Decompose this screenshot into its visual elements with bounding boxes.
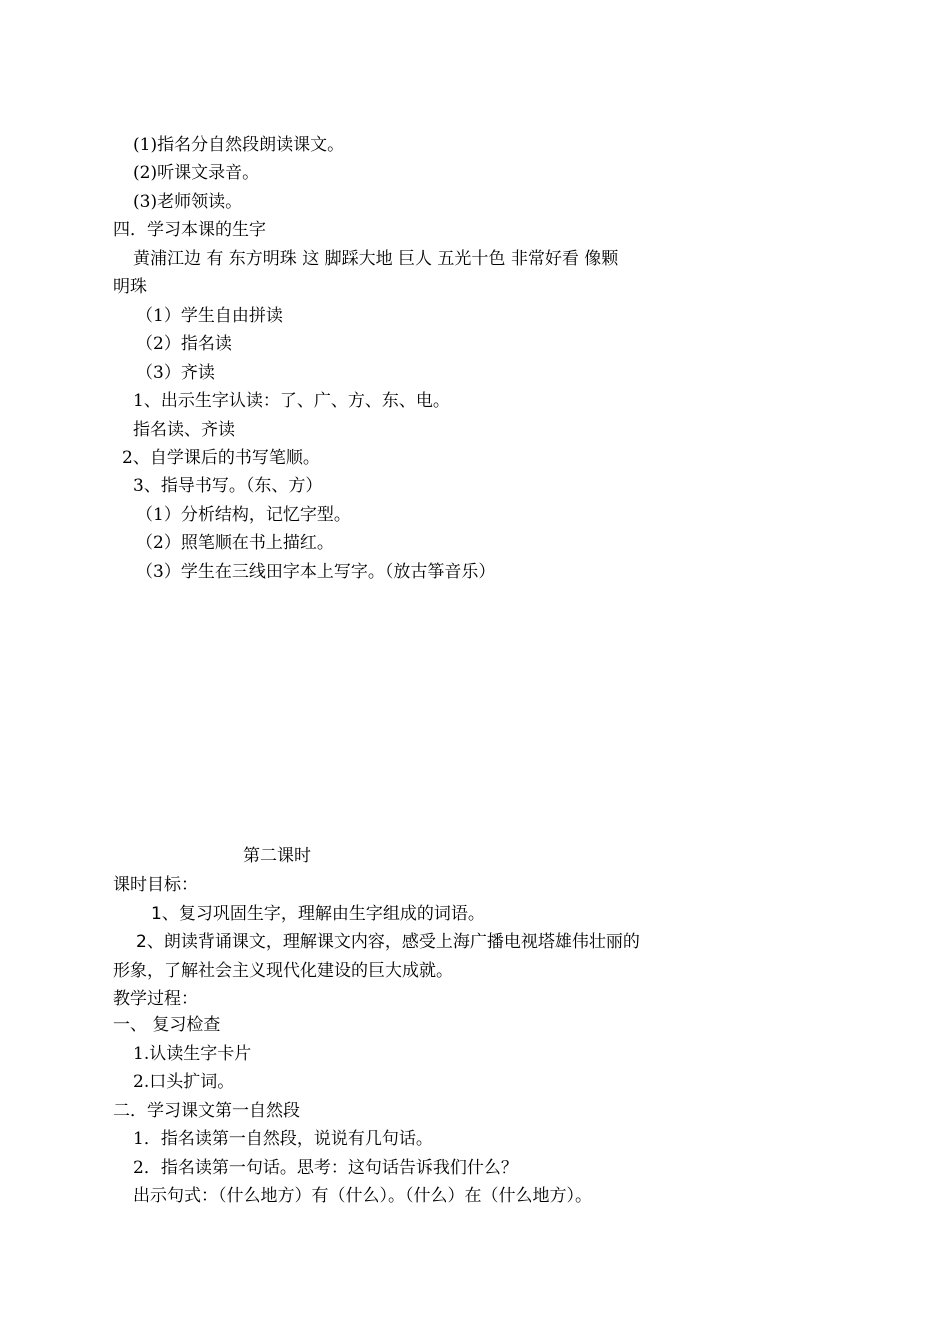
text-line: (3)老师领读。 bbox=[133, 192, 243, 212]
section-heading: 二．学习课文第一自然段 bbox=[113, 1101, 300, 1121]
text-line: 2、自学课后的书写笔顺。 bbox=[122, 448, 320, 468]
text-line: 1．指名读第一自然段，说说有几句话。 bbox=[133, 1129, 433, 1149]
text-line: 指名读、齐读 bbox=[133, 420, 235, 440]
lesson-heading: 第二课时 bbox=[243, 846, 311, 866]
text-line: （1）学生自由拼读 bbox=[136, 306, 283, 326]
text-line: (2)听课文录音。 bbox=[133, 163, 260, 183]
goal-item: 2、朗读背诵课文，理解课文内容，感受上海广播电视塔雄伟壮丽的 bbox=[136, 932, 640, 952]
text-line: 2．指名读第一句话。思考：这句话告诉我们什么？ bbox=[133, 1158, 518, 1178]
goal-item: 1、复习巩固生字，理解由生字组成的词语。 bbox=[151, 904, 485, 924]
text-line: 2.口头扩词。 bbox=[133, 1072, 235, 1092]
text-line: （2）照笔顺在书上描红。 bbox=[136, 533, 334, 553]
text-line: 出示句式：（什么地方）有（什么）。（什么）在（什么地方）。 bbox=[133, 1186, 592, 1206]
text-line: (1)指名分自然段朗读课文。 bbox=[133, 135, 345, 155]
section-heading: 四．学习本课的生字 bbox=[113, 220, 266, 240]
text-line: 黄浦江边 有 东方明珠 这 脚踩大地 巨人 五光十色 非常好看 像颗 bbox=[133, 249, 619, 269]
text-line: 3、指导书写。（东、方） bbox=[133, 476, 323, 496]
goal-item-continued: 形象，了解社会主义现代化建设的巨大成就。 bbox=[113, 961, 453, 981]
text-line: 1.认读生字卡片 bbox=[133, 1044, 252, 1064]
process-label: 教学过程： bbox=[113, 989, 198, 1009]
text-line: 明珠 bbox=[113, 277, 147, 297]
goals-label: 课时目标： bbox=[113, 875, 198, 895]
text-line: （3）学生在三线田字本上写字。（放古筝音乐） bbox=[136, 562, 496, 582]
text-line: （3）齐读 bbox=[136, 363, 215, 383]
text-line: （2）指名读 bbox=[136, 334, 232, 354]
text-line: （1）分析结构，记忆字型。 bbox=[136, 505, 351, 525]
text-line: 1、出示生字认读：了、广、方、东、电。 bbox=[133, 391, 450, 411]
section-heading: 一、 复习检查 bbox=[113, 1015, 221, 1035]
